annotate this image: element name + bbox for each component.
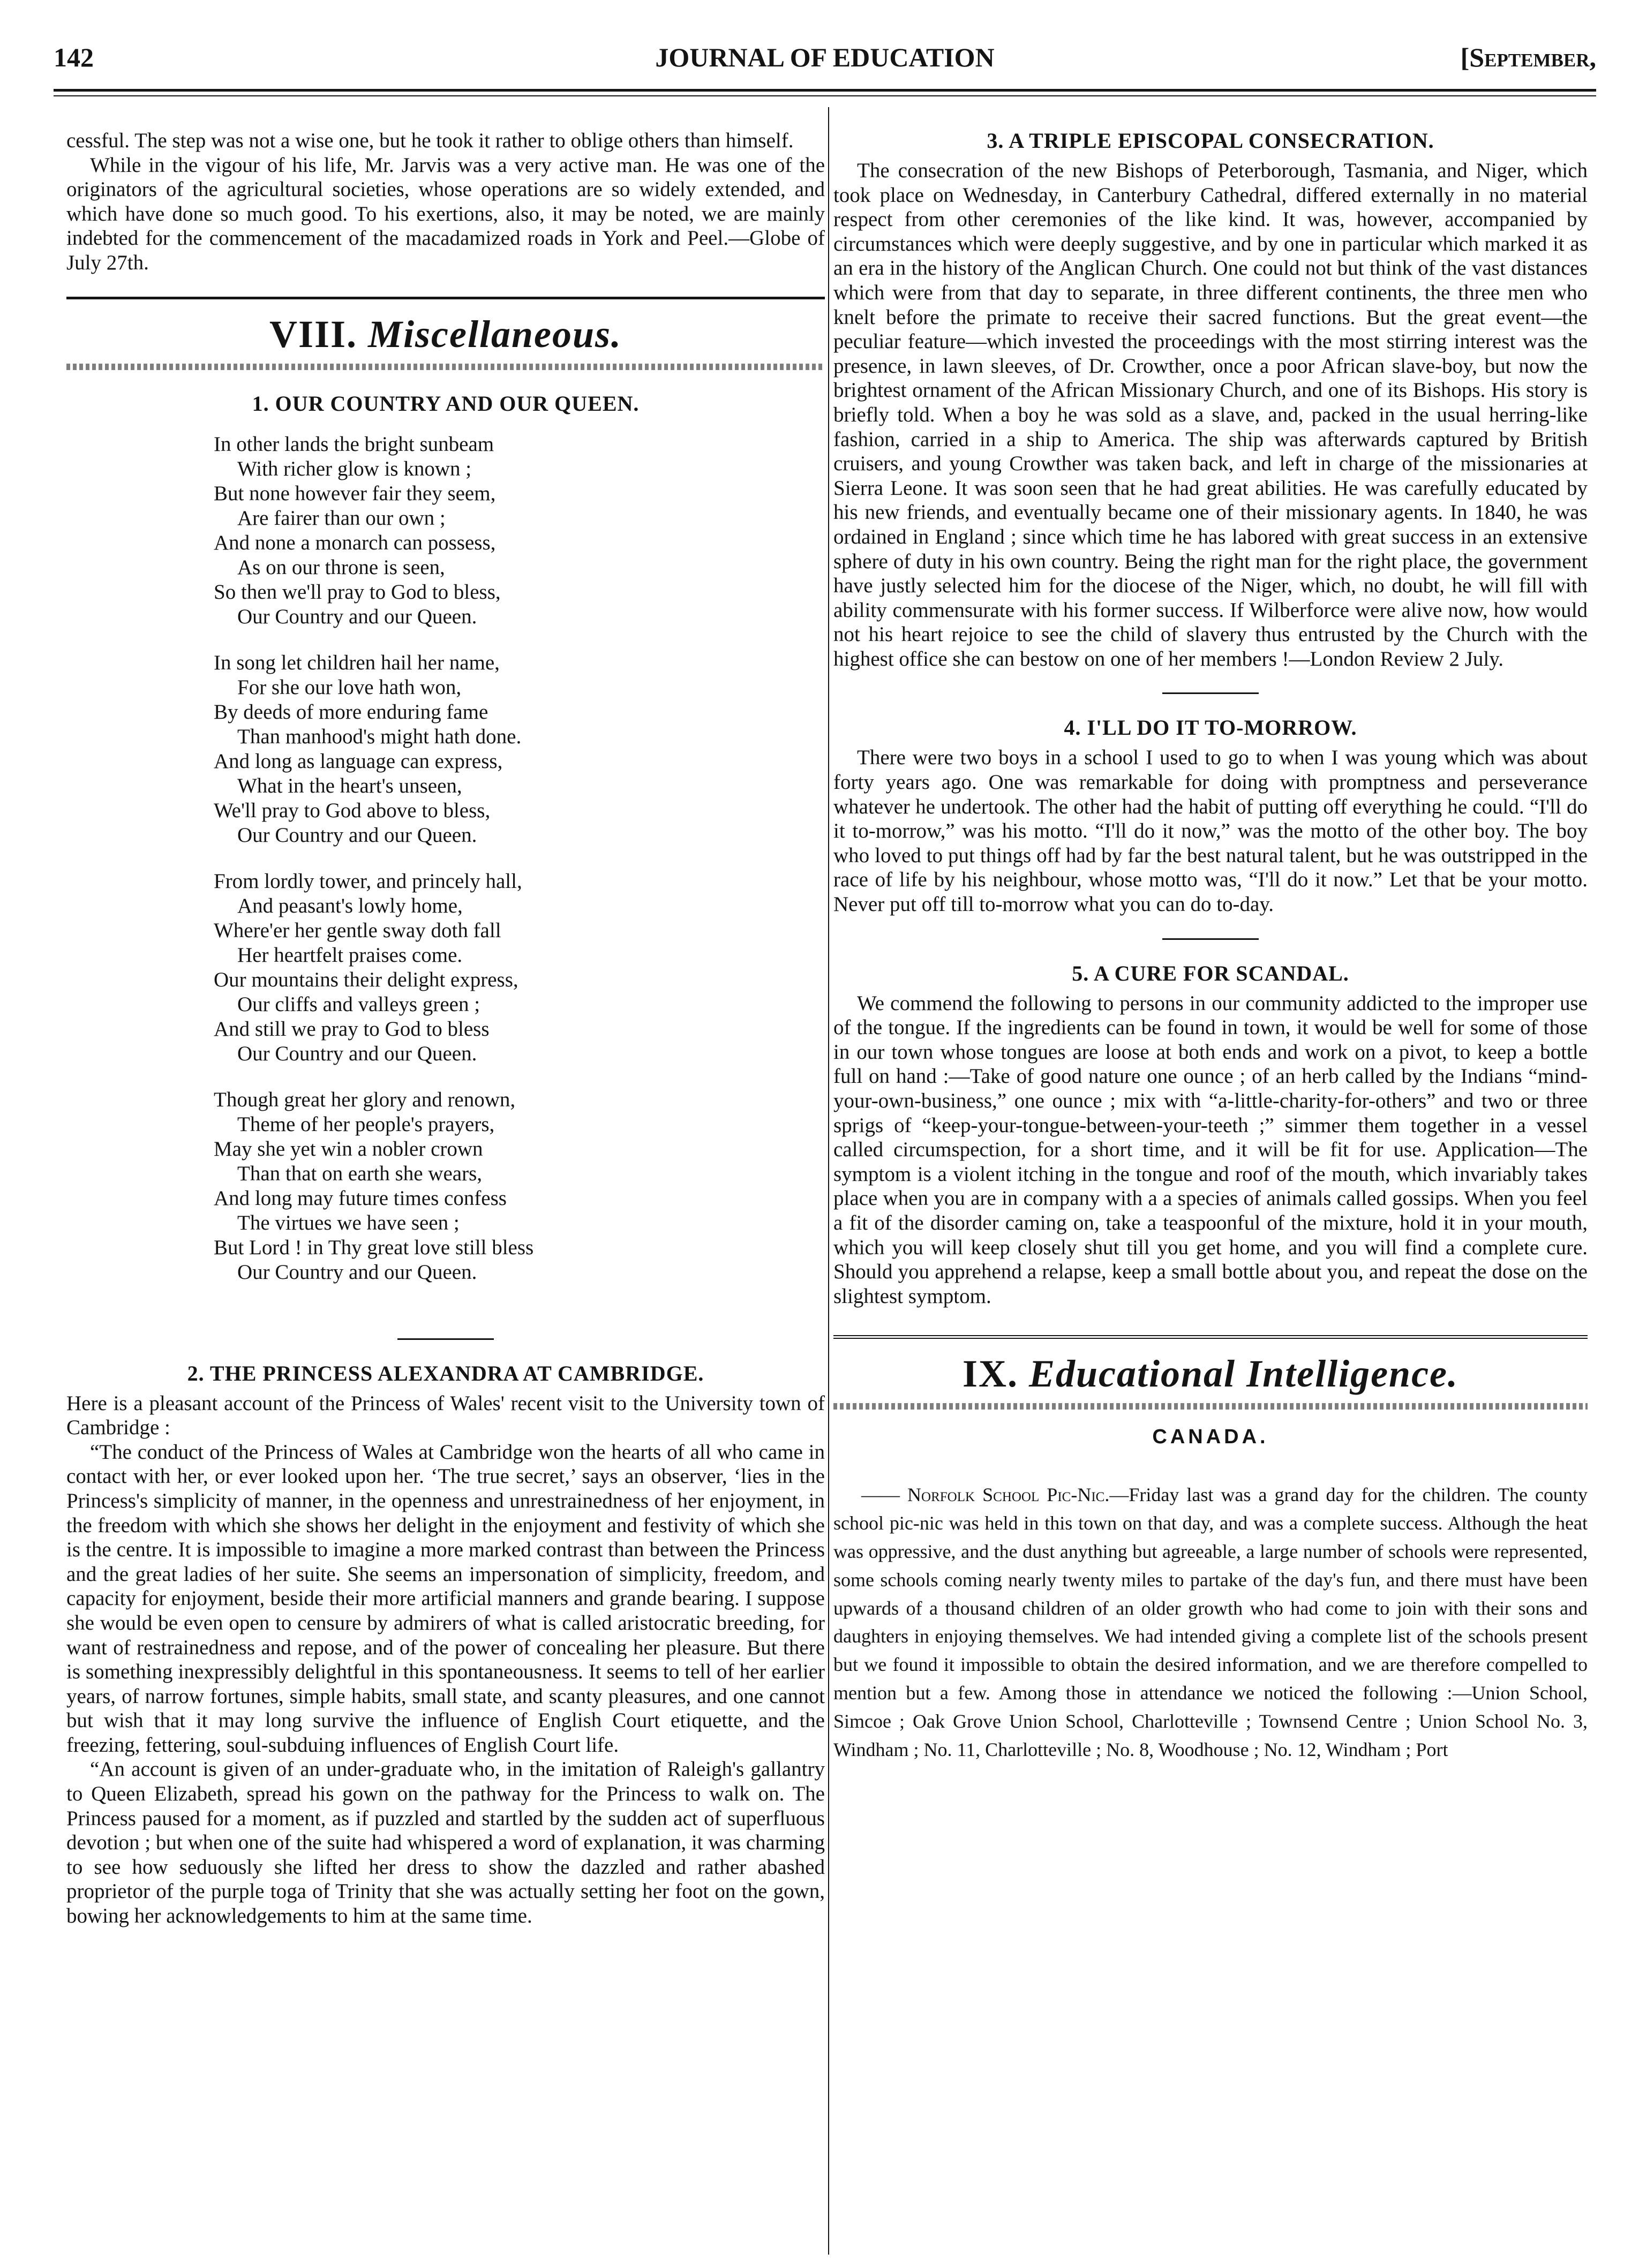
poem-line: From lordly tower, and princely hall, (214, 869, 522, 893)
ornamental-rule (66, 364, 825, 370)
issue-month: [September, (1460, 42, 1596, 72)
poem-line: As on our throne is seen, (237, 555, 445, 579)
poem-line: And long as language can express, (214, 749, 503, 773)
poem-line: And long may future times confess (214, 1186, 507, 1210)
poem-line: Our cliffs and valleys green ; (237, 992, 480, 1016)
poem-line: Her heartfelt praises come. (237, 943, 463, 967)
header-rule (54, 89, 1596, 92)
poem-line: Are fairer than our own ; (237, 506, 446, 530)
poem-line: And none a monarch can possess, (214, 531, 496, 554)
poem-line: Our Country and our Queen. (237, 1260, 477, 1284)
section-rule (833, 1335, 1588, 1339)
article-heading: 2. THE PRINCESS ALEXANDRA AT CAMBRIDGE. (187, 1361, 704, 1385)
poem-stanza (214, 869, 825, 1066)
section-ix-number: IX. (962, 1352, 1018, 1396)
poem-line: Though great her glory and renown, (214, 1088, 516, 1111)
poem-line: For she our love hath won, (237, 675, 462, 699)
poem-line: May she yet win a nobler crown (214, 1137, 483, 1161)
ornamental-rule (833, 1403, 1588, 1410)
poem-line: Our mountains their delight express, (214, 968, 518, 991)
continuation-paragraph: cessful. The step was not a wise one, but he took it rather to oblige others than himself. (66, 129, 794, 152)
news-lead: —— Norfolk School Pic-Nic. (861, 1484, 1110, 1506)
article-paragraph: Here is a pleasant account of the Princess of Wales' recent visit to the University town of Cambridge : (66, 1391, 825, 1440)
poem-line: But none however fair they seem, (214, 481, 496, 505)
section-ix-title: Educational Intelligence. (1028, 1352, 1459, 1396)
poem-line: So then we'll pray to God to bless, (214, 580, 501, 604)
poem-line: Our Country and our Queen. (237, 605, 477, 628)
article-heading: 5. A CURE FOR SCANDAL. (1072, 961, 1349, 985)
header-rule-thin (54, 95, 1596, 96)
section-viii-number: VIII. (269, 312, 358, 356)
section-viii-title: Miscellaneous. (368, 312, 622, 356)
page-header (54, 42, 1596, 79)
article-heading: 1. OUR COUNTRY AND OUR QUEEN. (252, 391, 640, 416)
article-paragraph: “An account is given of an under-graduate who, in the imitation of Raleigh's gallantry to Queen Elizabeth, spread his gown on the pathway for the Princess to walk on. The Princess paused for a moment, as if puzzled and startled by the sudden act of superfluous devotion ; but when one of the suite had whispered a word of explanation, it was charming to see how seduously she lifted her dress to show the dazzled and rather abashed proprietor of the purple toga of Trinity that she was actually setting her foot on the gown, bowing her acknowledgements to him at the same time. (66, 1758, 825, 1928)
article-heading: 4. I'LL DO IT TO-MORROW. (1064, 715, 1357, 740)
section-viii-banner (66, 310, 825, 358)
poem-stanza (214, 651, 825, 848)
article-heading: 3. A TRIPLE EPISCOPAL CONSECRATION. (987, 129, 1434, 153)
poem-line: The virtues we have seen ; (237, 1211, 460, 1234)
poem-line: Theme of her people's prayers, (237, 1112, 495, 1136)
poem-line: Our Country and our Queen. (237, 823, 477, 847)
article-paragraph: “The conduct of the Princess of Wales at Cambridge won the hearts of all who came in contact with her, or ever looked upon her. ‘The true secret,’ says an observer, ‘lies in the Princess's simplicity of manner, in the openness and unrestrainedness of her enjoyment, in the freedom with which she shows her delight in the enjoyment and festivity of which she is the centre. It is impossible to imagine a more marked contrast than between the Princess and the great ladies of her suite. She seems an impersonation of simplicity, freedom, and capacity for enjoyment, beside their more artificial manners and grande bearing. I suppose she would be even open to censure by admirers of what is called aristocratic breeding, for want of restrainedness and repose, and of the power of concealing her pleasure. But there is something inexpressibly delightful in this spontaneousness. It seems to tell of her earlier years, of narrow fortunes, simple habits, small state, and scanty pleasures, and one cannot but wish that it may long survive the influence of English Court etiquette, and the freezing, fettering, soul-subduing influences of English Court life. (66, 1440, 825, 1757)
continuation-paragraph: While in the vigour of his life, Mr. Jarvis was a very active man. He was one of the originators of the agricultural societies, whose operations are so widely extended, and which have done so much good. To his exertions, also, it may be noted, we are mainly indebted for the commencement of the macadamized roads in York and Peel.—Globe of July 27th. (66, 153, 825, 274)
poem-line: Where'er her gentle sway doth fall (214, 918, 501, 942)
poem-line: Than manhood's might hath done. (237, 725, 522, 748)
poem-stanza (214, 432, 825, 629)
poem-line: Than that on earth she wears, (237, 1162, 482, 1185)
article-paragraph: The consecration of the new Bishops of Peterborough, Tasmania, and Niger, which took place on Wednesday, in Canterbury Cathedral, differed externally in no material respect from other ceremonies of the like kind. It was, however, accompanied by circumstances which were deeply suggestive, and by one in particular which marked it as an era in the history of the Anglican Church. One could not but think of the vast distances which were from that day to separate, in three different continents, the three men who knelt before the primate to receive their sacred functions. But the great event—the peculiar feature—which invested the proceedings with the most stirring interest was the presence, in lawn sleeves, of Dr. Crowther, once a poor African slave-boy, but now the brightest ornament of the African Missionary Church, and one of its Bishops. His story is briefly told. When a boy he was sold as a slave, and, packed in the usual herring-like fashion, carried in a ship to America. The ship was afterwards captured by British cruisers, and young Crowther was taken back, and left in charge of the missionaries at Sierra Leone. It was soon seen that he had great abilities. He was carefully educated by his new friends, and eventually became one of their missionary agents. In 1840, he was ordained in England ; since which time he has labored with great success in an extensive sphere of duty in his own country. Being the right man for the right place, the government have justly selected him for the diocese of the Niger, which, no doubt, he will fill with ability commensurate with his former success. If Wilberforce were alive now, how would not his heart rejoice to see the child of slavery thus entrusted by the Church with the highest office she can bestow on one of her members !—London Review 2 July. (833, 159, 1588, 670)
poem-line: In song let children hail her name, (214, 651, 500, 674)
left-column (66, 129, 825, 1928)
page-number: 142 (54, 42, 94, 72)
poem-line: By deeds of more enduring fame (214, 700, 488, 724)
subsection-heading: CANADA. (1152, 1426, 1269, 1449)
poem-line: Our Country and our Queen. (237, 1042, 477, 1065)
poem-line: And peasant's lowly home, (237, 894, 463, 917)
poem-line: In other lands the bright sunbeam (214, 432, 494, 456)
news-text: —Friday last was a grand day for the children. The county school pic-nic was held in this town on that day, and was a complete success. Although the heat was oppressive, and the dust anything but agreeable, a large number of schools were represented, some schools coming nearly twenty miles to partake of the day's fun, and there must have been upwards of a thousand children of an older growth who had come to join with their sons and daughters in enjoying themselves. We had intended giving a complete list of the schools present but we found it impossible to obtain the desired information, and we are therefore compelled to mention but a few. Among those in attendance we noticed the following :—Union School, Simcoe ; Oak Grove Union School, Charlotteville ; Townsend Centre ; Union School No. 3, Windham ; No. 11, Charlotteville ; No. 8, Woodhouse ; No. 12, Windham ; Port (833, 1484, 1588, 1760)
section-ix-banner (833, 1350, 1588, 1398)
article-paragraph: We commend the following to persons in our community addicted to the improper use of the tongue. If the ingredients can be found in town, it would be well for some of those in our town whose tongues are loose at both ends and work on a pivot, to keep a bottle full on hand :—Take of good nature one ounce ; of an herb called by the Indians “mind-your-own-business,” one ounce ; mix with “a-little-charity-for-others” and two or three sprigs of “keep-your-tongue-between-your-teeth ;” simmer them together in a vessel called circumspection, for a short time, and it will be fit for use. Application—The symptom is a violent itching in the tongue and roof of the mouth, which invariably takes place when you are in company with a a species of animals called gossips. When you feel a fit of the disorder caming on, take a teaspoonful of the mixture, hold it in your mouth, which you will keep closely shut till you get home, and you will find a complete cure. Should you apprehend a relapse, keep a small bottle about you, and repeat the dose on the slightest symptom. (833, 991, 1588, 1308)
journal-title: JOURNAL OF EDUCATION (655, 42, 995, 72)
news-paragraph (833, 1481, 1588, 1764)
article-paragraph: There were two boys in a school I used to go to when I was young which was about forty years ago. One was remarkable for doing with promptness and perseverance whatever he undertook. The other had the habit of putting off everything he could. “I'll do it to-morrow,” was his motto. “I'll do it now,” was the motto of the other boy. The boy who loved to put things off had by far the best natural talent, but he was outstripped in the race of life by his neighbour, whose motto was, “I'll do it now.” Let that be your motto. Never put off till to-morrow what you can do to-day. (833, 746, 1588, 916)
poem-line: With richer glow is known ; (237, 457, 472, 480)
poem-stanza (214, 1088, 825, 1285)
poem-line: And still we pray to God to bless (214, 1017, 490, 1041)
poem-line: What in the heart's unseen, (237, 774, 462, 797)
column-divider (828, 107, 829, 2255)
poem-line: We'll pray to God above to bless, (214, 798, 491, 822)
right-column (833, 129, 1588, 1764)
poem-line: But Lord ! in Thy great love still bless (214, 1235, 534, 1259)
